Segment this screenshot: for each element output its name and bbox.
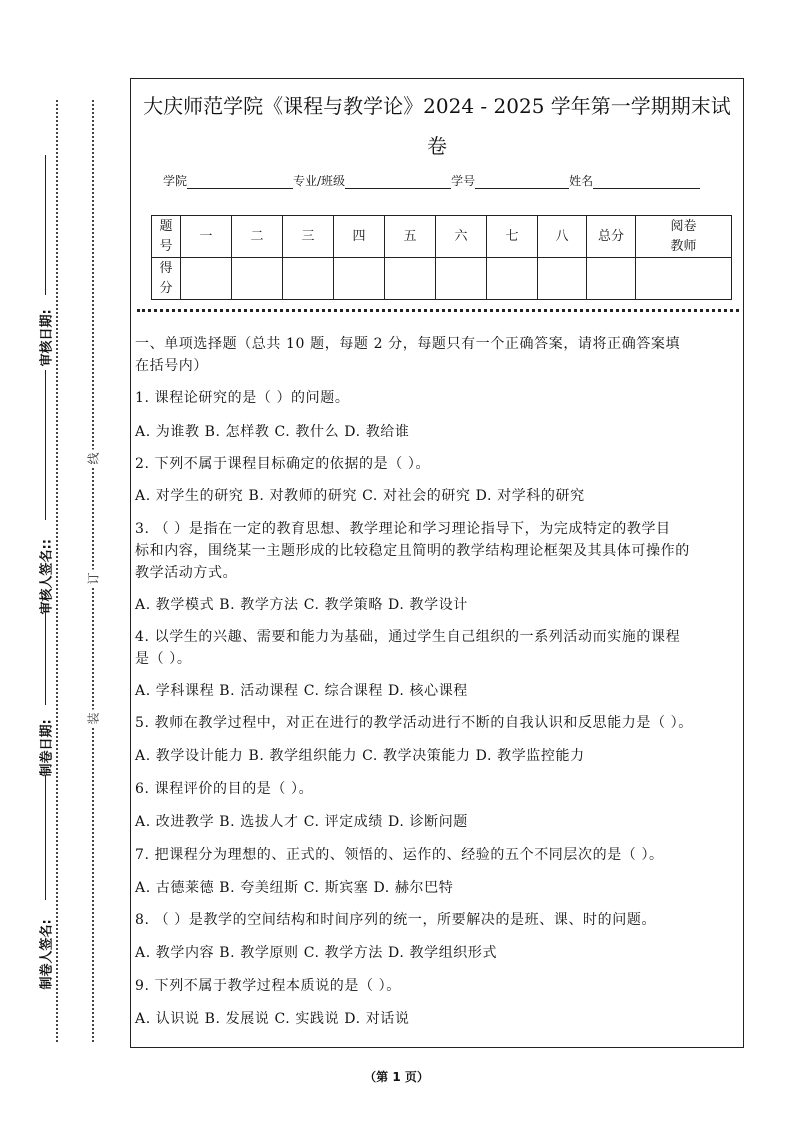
- maker-blank: [45, 775, 46, 900]
- score-cell[interactable]: [181, 258, 232, 300]
- exam-title: 大庆师范学院《课程与教学论》2024 - 2025 学年第一学期期末试: [143, 94, 731, 118]
- binding-dotted-line-outer: [56, 100, 58, 1042]
- answer-options: A. 学科课程 B. 活动课程 C. 综合课程 D. 核心课程: [135, 683, 468, 699]
- reviewer-label: 审核人签名::: [39, 539, 55, 615]
- review-date-blank: [45, 155, 46, 295]
- exam-title-cont: 卷: [427, 134, 447, 158]
- question-text: 4. 以学生的兴趣、需要和能力为基础，通过学生自己组织的一系列活动而实施的课程: [135, 629, 681, 645]
- score-cell[interactable]: [334, 258, 385, 300]
- answer-options: A. 为谁教 B. 怎样教 C. 教什么 D. 教给谁: [135, 424, 410, 440]
- score-header-cell: 四: [334, 216, 385, 258]
- score-header-cell: 题 号: [152, 216, 181, 258]
- page-number: （第 1 页）: [364, 1070, 429, 1084]
- answer-options: A. 认识说 B. 发展说 C. 实践说 D. 对话说: [135, 1011, 410, 1027]
- question-text: 是（ ）。: [135, 651, 192, 667]
- answer-options: A. 教学设计能力 B. 教学组织能力 C. 教学决策能力 D. 教学监控能力: [135, 748, 585, 764]
- bind-mark-staple: 订: [85, 570, 102, 588]
- score-header-cell: 六: [436, 216, 487, 258]
- score-cell[interactable]: [636, 258, 732, 300]
- review-date-label: 审核日期:: [39, 309, 55, 367]
- question-text: 教学活动方式。: [135, 565, 238, 581]
- college-label: 学院: [163, 174, 188, 188]
- score-cell[interactable]: [487, 258, 538, 300]
- score-row-label: 得 分: [152, 258, 181, 300]
- score-header-cell: 一: [181, 216, 232, 258]
- section-heading: 一、单项选择题（总共 10 题，每题 2 分，每题只有一个正确答案，请将正确答案填: [135, 336, 681, 352]
- score-cell[interactable]: [587, 258, 636, 300]
- reviewer-blank: [45, 370, 46, 520]
- question-text: 标和内容，围绕某一主题形成的比较稳定且简明的教学结构理论框架及其具体可操作的: [135, 543, 690, 559]
- make-date-blank: [45, 605, 46, 705]
- major-field[interactable]: [345, 174, 451, 189]
- score-header-cell: 总分: [587, 216, 636, 258]
- college-field[interactable]: [187, 174, 293, 189]
- maker-label: 制卷人签名:: [39, 919, 55, 990]
- name-label: 姓名: [569, 174, 594, 188]
- score-cell[interactable]: [232, 258, 283, 300]
- question-text: 2. 下列不属于课程目标确定的依据的是（ ）。: [135, 456, 431, 472]
- separator-dots: [137, 309, 739, 312]
- id-label: 学号: [451, 174, 476, 188]
- answer-options: A. 教学内容 B. 教学原则 C. 教学方法 D. 教学组织形式: [135, 945, 498, 961]
- score-header-cell: 五: [385, 216, 436, 258]
- question-text: 9. 下列不属于教学过程本质说的是（ ）。: [135, 978, 401, 994]
- question-text: 3. （ ）是指在一定的教育思想、教学理论和学习理论指导下，为完成特定的教学目: [135, 521, 671, 537]
- question-text: 6. 课程评价的目的是（ ）。: [135, 781, 314, 797]
- answer-options: A. 教学模式 B. 教学方法 C. 教学策略 D. 教学设计: [135, 597, 468, 613]
- id-field[interactable]: [475, 174, 569, 189]
- question-text: 1. 课程论研究的是（ ）的问题。: [135, 390, 350, 406]
- score-cell[interactable]: [538, 258, 587, 300]
- score-header-cell: 八: [538, 216, 587, 258]
- score-table: [151, 215, 732, 300]
- make-date-label: 制卷日期:: [39, 719, 55, 777]
- bind-mark-line: 线: [85, 450, 102, 468]
- score-cell[interactable]: [385, 258, 436, 300]
- answer-options: A. 古德莱德 B. 夸美纽斯 C. 斯宾塞 D. 赫尔巴特: [135, 880, 454, 896]
- score-cell[interactable]: [436, 258, 487, 300]
- question-text: 7. 把课程分为理想的、正式的、领悟的、运作的、经验的五个不同层次的是（ ）。: [135, 847, 664, 863]
- score-header-cell: 三: [283, 216, 334, 258]
- student-info: [163, 172, 700, 189]
- answer-options: A. 对学生的研究 B. 对教师的研究 C. 对社会的研究 D. 对学科的研究: [135, 488, 585, 504]
- score-header-cell: 七: [487, 216, 538, 258]
- name-field[interactable]: [593, 174, 700, 189]
- score-header-cell: 阅卷 教师: [636, 216, 732, 258]
- question-text: 5. 教师在教学过程中，对正在进行的教学活动进行不断的自我认识和反思能力是（ ）。: [135, 715, 693, 731]
- section-heading-cont: 在括号内）: [135, 358, 208, 374]
- answer-options: A. 改进教学 B. 选拔人才 C. 评定成绩 D. 诊断问题: [135, 814, 468, 830]
- major-label: 专业/班级: [293, 174, 346, 188]
- score-cell[interactable]: [283, 258, 334, 300]
- bind-mark-bind: 装: [85, 710, 102, 728]
- score-header-cell: 二: [232, 216, 283, 258]
- question-text: 8. （ ）是教学的空间结构和时间序列的统一，所要解决的是班、课、时的问题。: [135, 912, 657, 928]
